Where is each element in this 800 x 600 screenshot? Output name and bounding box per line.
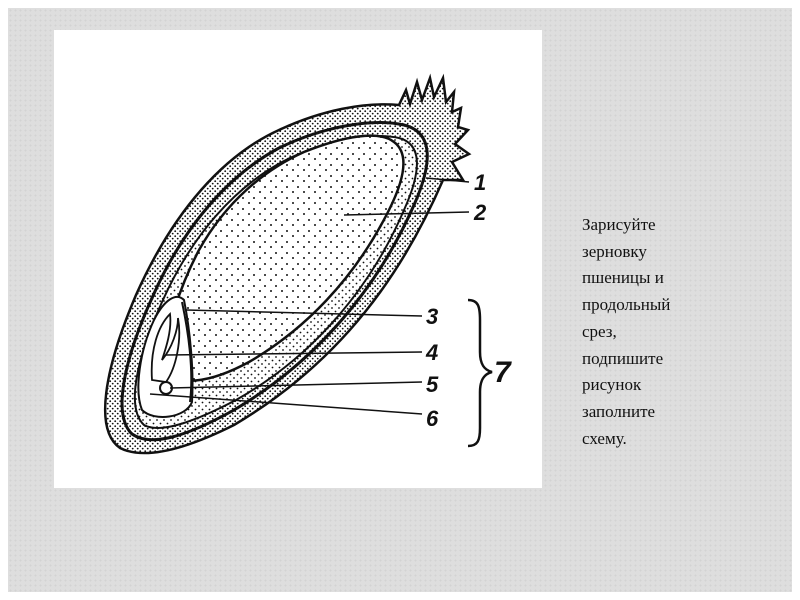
label-2: 2 — [474, 200, 487, 225]
slide — [8, 8, 792, 592]
instruction-line: схему. — [582, 428, 627, 448]
label-3: 3 — [426, 304, 439, 329]
label-5: 5 — [426, 372, 439, 397]
group-brace — [468, 300, 492, 446]
instruction-line: Зарисуйте — [582, 215, 656, 234]
instruction-line: подпишите — [582, 348, 664, 368]
instruction-line: рисунок — [582, 375, 642, 395]
wheat-kernel-diagram — [54, 30, 542, 488]
instruction-line: срез, — [582, 321, 617, 341]
figure-panel — [54, 30, 542, 488]
label-1: 1 — [474, 170, 487, 195]
label-4: 4 — [426, 340, 439, 365]
label-6: 6 — [426, 406, 439, 431]
instruction-text — [582, 212, 782, 452]
label-7: 7 — [494, 356, 511, 389]
instruction-line: заполните — [582, 401, 656, 421]
instruction-line: пшеницы и — [582, 268, 664, 288]
instruction-line: продольный — [582, 295, 671, 315]
instruction-line: зерновку — [582, 241, 647, 261]
